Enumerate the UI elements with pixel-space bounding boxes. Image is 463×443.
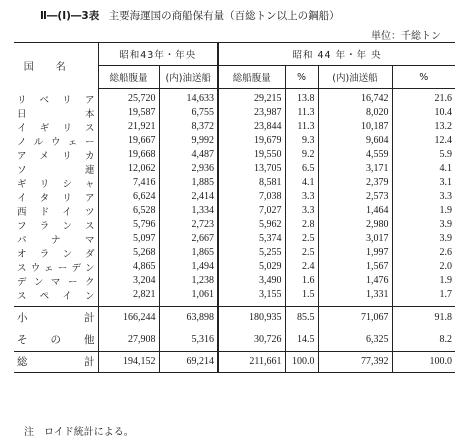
tanker-1968: 9,992: [159, 134, 218, 148]
tanker-1969: 2,573: [318, 190, 392, 204]
subtotal-row: [14, 306, 455, 329]
total-tanker-1968: 69,214: [159, 351, 218, 372]
tanker-pct-header: %: [392, 66, 455, 89]
other-gross-1969: 30,726: [218, 329, 285, 352]
table-row: [14, 106, 455, 120]
tanker-pct: 3.9: [392, 232, 455, 246]
tanker-1969: 1,997: [318, 246, 392, 260]
total-gross-1969: 211,661: [218, 351, 285, 372]
table-row: [14, 288, 455, 307]
tanker-1969: 1,464: [318, 204, 392, 218]
subtotal-gross-1969: 180,935: [218, 306, 285, 329]
tanker-1969: 2,379: [318, 176, 392, 190]
gross-pct: 13.8: [285, 89, 318, 106]
tanker-pct: 5.9: [392, 148, 455, 162]
tanker-pct: 1.9: [392, 204, 455, 218]
tanker-1969: 1,476: [318, 274, 392, 288]
gross-pct: 2.5: [285, 246, 318, 260]
other-gross-1968: 27,908: [98, 329, 159, 352]
gross-1969: 7,038: [218, 190, 285, 204]
subtotal-label: 小計: [14, 306, 98, 329]
table-title: [40, 8, 340, 23]
total-tanker-1969: 77,392: [318, 351, 392, 372]
gross-pct: 2.5: [285, 232, 318, 246]
tanker-1969: 16,742: [318, 89, 392, 106]
gross-1969: 5,962: [218, 218, 285, 232]
subtotal-gross-1968: 166,244: [98, 306, 159, 329]
gross-pct: 11.3: [285, 120, 318, 134]
gross-1968: 3,204: [98, 274, 159, 288]
tanker-1968: 8,372: [159, 120, 218, 134]
table-row: [14, 274, 455, 288]
year-header-1968: 昭和43年・年央: [98, 43, 218, 66]
tanker-1968: 2,667: [159, 232, 218, 246]
tanker-1969: 9,604: [318, 134, 392, 148]
other-gross-pct: 14.5: [285, 329, 318, 352]
gross-header-1969: 総船腹量: [218, 66, 285, 89]
country-name: リベリア: [17, 94, 95, 106]
gross-1969: 7,027: [218, 204, 285, 218]
country-name: ノルウェー: [17, 136, 95, 148]
total-row: [14, 351, 455, 372]
gross-1968: 5,097: [98, 232, 159, 246]
gross-1969: 29,215: [218, 89, 285, 106]
tanker-pct: 3.9: [392, 218, 455, 232]
gross-1968: 25,720: [98, 89, 159, 106]
footnote: 注 ロイド統計による。: [24, 427, 134, 438]
statistics-table: [14, 42, 455, 373]
subtotal-tanker-1968: 63,898: [159, 306, 218, 329]
country-name: オランダ: [17, 248, 95, 260]
total-tanker-pct: 100.0: [392, 351, 455, 372]
table-row: [14, 218, 455, 232]
gross-pct: 9.3: [285, 134, 318, 148]
tanker-1968: 1,238: [159, 274, 218, 288]
tanker-pct: 3.1: [392, 176, 455, 190]
gross-1968: 12,062: [98, 162, 159, 176]
country-name: ギリシャ: [17, 178, 95, 190]
tanker-1968: 1,865: [159, 246, 218, 260]
unit-label: 単位：千総トン: [371, 31, 441, 42]
gross-1968: 7,416: [98, 176, 159, 190]
tanker-pct: 1.7: [392, 288, 455, 307]
gross-pct: 1.6: [285, 274, 318, 288]
gross-1969: 5,374: [218, 232, 285, 246]
tanker-1969: 3,171: [318, 162, 392, 176]
gross-1968: 21,921: [98, 120, 159, 134]
subtotal-tanker-pct: 91.8: [392, 306, 455, 329]
tanker-1969: 3,017: [318, 232, 392, 246]
year-header-1969: 昭和 44 年・年 央: [218, 43, 455, 66]
table-row: [14, 176, 455, 190]
gross-pct: 11.3: [285, 106, 318, 120]
gross-1968: 2,821: [98, 288, 159, 307]
gross-1968: 6,528: [98, 204, 159, 218]
country-name: スウェーデン: [17, 262, 95, 274]
gross-pct: 4.1: [285, 176, 318, 190]
country-name: パナマ: [17, 234, 95, 246]
tanker-1969: 2,980: [318, 218, 392, 232]
tanker-pct: 3.3: [392, 190, 455, 204]
tanker-1969: 1,331: [318, 288, 392, 307]
gross-pct: 2.8: [285, 218, 318, 232]
gross-1968: 19,668: [98, 148, 159, 162]
tanker-1969: 4,559: [318, 148, 392, 162]
table-row: [14, 162, 455, 176]
gross-1968: 5,796: [98, 218, 159, 232]
country-name: スペイン: [17, 290, 95, 302]
tanker-1969: 10,187: [318, 120, 392, 134]
other-row: [14, 329, 455, 352]
gross-1969: 3,490: [218, 274, 285, 288]
other-tanker-1969: 6,325: [318, 329, 392, 352]
tanker-1968: 1,334: [159, 204, 218, 218]
table-row: [14, 148, 455, 162]
tanker-1968: 1,061: [159, 288, 218, 307]
gross-1969: 23,987: [218, 106, 285, 120]
subtotal-gross-pct: 85.5: [285, 306, 318, 329]
gross-1969: 5,029: [218, 260, 285, 274]
table-row: [14, 260, 455, 274]
gross-1969: 3,155: [218, 288, 285, 307]
gross-1969: 19,550: [218, 148, 285, 162]
tanker-pct: 1.9: [392, 274, 455, 288]
tanker-1969: 8,020: [318, 106, 392, 120]
gross-1969: 23,844: [218, 120, 285, 134]
table-row: [14, 89, 455, 106]
tanker-1968: 1,494: [159, 260, 218, 274]
tanker-pct: 21.6: [392, 89, 455, 106]
country-header: 国名: [14, 43, 98, 89]
country-name: イタリア: [17, 192, 95, 204]
gross-1968: 5,268: [98, 246, 159, 260]
table-row: [14, 232, 455, 246]
tanker-pct: 4.1: [392, 162, 455, 176]
gross-1968: 19,587: [98, 106, 159, 120]
tanker-pct: 13.2: [392, 120, 455, 134]
gross-1969: 5,255: [218, 246, 285, 260]
gross-pct: 9.2: [285, 148, 318, 162]
tanker-1968: 4,487: [159, 148, 218, 162]
country-name: フランス: [17, 220, 95, 232]
table-row: [14, 204, 455, 218]
tanker-1968: 2,414: [159, 190, 218, 204]
country-name: アメリカ: [17, 150, 95, 162]
tanker-1968: 14,633: [159, 89, 218, 106]
table-caption: 主要海運国の商船保有量（百総トン以上の鋼船）: [108, 10, 340, 22]
tanker-1968: 2,936: [159, 162, 218, 176]
tanker-1969: 1,567: [318, 260, 392, 274]
gross-header-1968: 総船腹量: [98, 66, 159, 89]
gross-pct: 3.3: [285, 190, 318, 204]
gross-1968: 6,624: [98, 190, 159, 204]
total-gross-1968: 194,152: [98, 351, 159, 372]
country-name: ソ連: [17, 164, 95, 176]
gross-pct: 2.4: [285, 260, 318, 274]
tanker-1968: 6,755: [159, 106, 218, 120]
other-tanker-pct: 8.2: [392, 329, 455, 352]
gross-1968: 4,865: [98, 260, 159, 274]
other-label: その他: [17, 334, 95, 347]
subtotal-tanker-1969: 71,067: [318, 306, 392, 329]
tanker-pct: 10.4: [392, 106, 455, 120]
gross-1969: 13,705: [218, 162, 285, 176]
total-gross-pct: 100.0: [285, 351, 318, 372]
country-name: 日本: [17, 108, 95, 120]
gross-pct-header: %: [285, 66, 318, 89]
total-label: 総計: [14, 351, 98, 372]
tanker-1968: 1,885: [159, 176, 218, 190]
country-name: イギリス: [17, 122, 95, 134]
table-id: Ⅱ―(Ⅰ)―3表: [40, 10, 100, 22]
tanker-1968: 2,723: [159, 218, 218, 232]
gross-1969: 19,679: [218, 134, 285, 148]
other-tanker-1968: 5,316: [159, 329, 218, 352]
tanker-pct: 2.6: [392, 246, 455, 260]
table-row: [14, 134, 455, 148]
tanker-pct: 12.4: [392, 134, 455, 148]
gross-1969: 8,581: [218, 176, 285, 190]
gross-pct: 6.5: [285, 162, 318, 176]
country-name: 西ドイツ: [17, 206, 95, 218]
tanker-header-1968: (内)油送船: [159, 66, 218, 89]
country-name: デンマーク: [17, 276, 95, 288]
gross-1968: 19,667: [98, 134, 159, 148]
tanker-pct: 2.0: [392, 260, 455, 274]
table-row: [14, 246, 455, 260]
table-row: [14, 190, 455, 204]
tanker-header-1969: (内)油送船: [318, 66, 392, 89]
table-row: [14, 120, 455, 134]
gross-pct: 1.5: [285, 288, 318, 307]
gross-pct: 3.3: [285, 204, 318, 218]
